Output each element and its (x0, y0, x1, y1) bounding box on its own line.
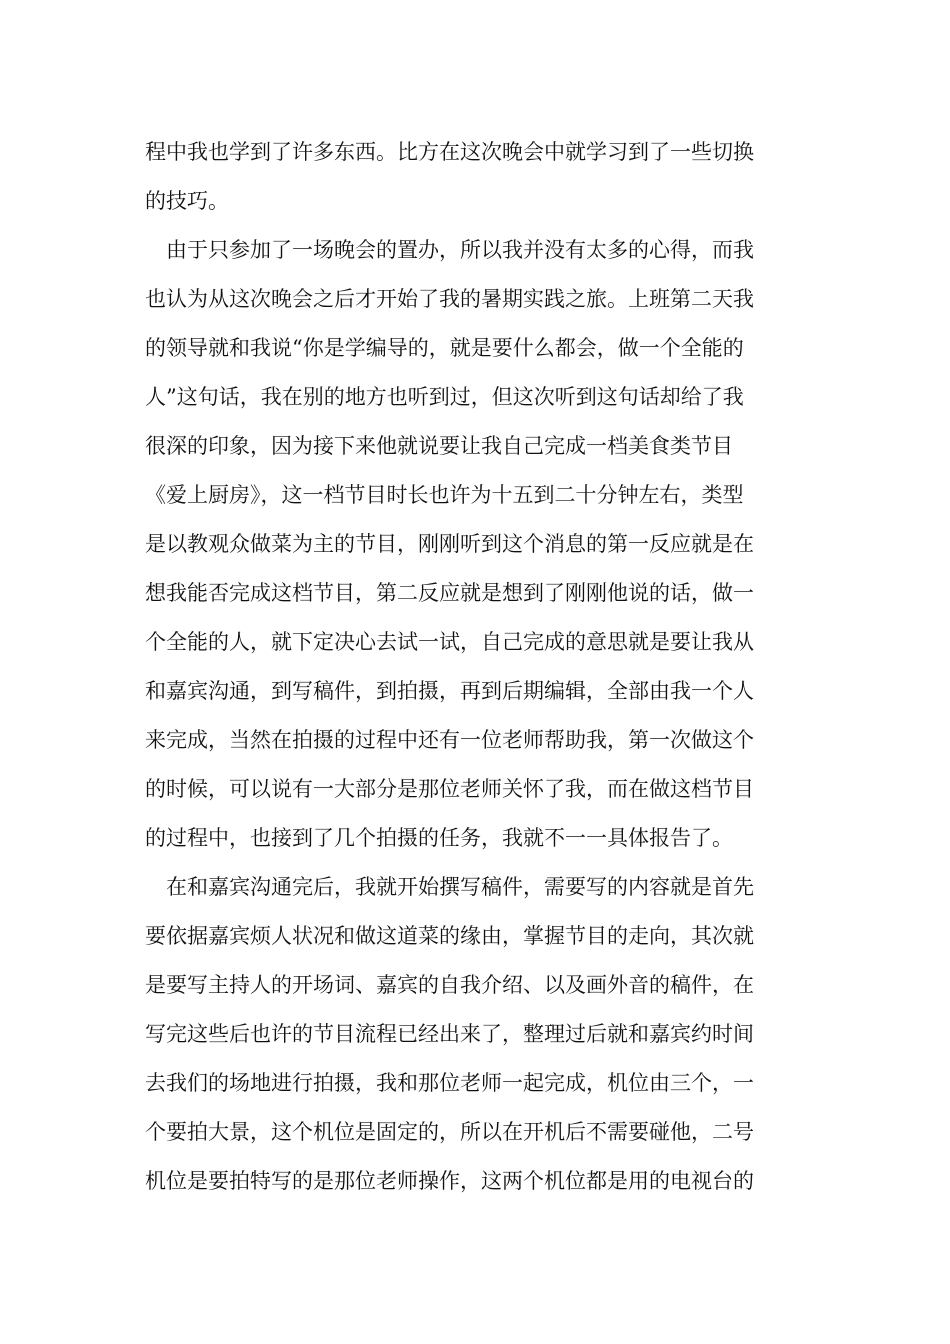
text-line: 写完这些后也许的节目流程已经出来了，整理过后就和嘉宾约时间 (145, 1022, 754, 1046)
text-line: 程中我也学到了许多东西。比方在这次晚会中就学习到了一些切换 (145, 140, 754, 164)
text-line: 要依据嘉宾烦人状况和做这道菜的缘由，掌握节目的走向，其次就 (145, 924, 754, 948)
text-line: 人”这句话，我在别的地方也听到过，但这次听到这句话却给了我 (145, 385, 744, 409)
text-line: 是以教观众做菜为主的节目，刚刚听到这个消息的第一反应就是在 (145, 532, 754, 556)
text-line: 很深的印象，因为接下来他就说要让我自己完成一档美食类节目 (145, 434, 733, 458)
body-text (145, 128, 810, 1206)
text-line: 的时候，可以说有一大部分是那位老师关怀了我，而在做这档节目 (145, 777, 754, 801)
text-line: 的过程中，也接到了几个拍摄的任务，我就不一一具体报告了。 (145, 826, 733, 850)
text-line: 的技巧。 (145, 189, 229, 213)
text-line: 的领导就和我说“你是学编导的，就是要什么都会，做一个全能的 (145, 336, 744, 360)
text-line: 个要拍大景，这个机位是固定的，所以在开机后不需要碰他，二号 (145, 1120, 754, 1144)
paragraph-first-line: 在和嘉宾沟通完后，我就开始撰写稿件，需要写的内容就是首先 (166, 875, 754, 899)
text-line: 和嘉宾沟通，到写稿件，到拍摄，再到后期编辑，全部由我一个人 (145, 679, 754, 703)
text-line: 是要写主持人的开场词、嘉宾的自我介绍、以及画外音的稿件，在 (145, 973, 754, 997)
text-line: 去我们的场地进行拍摄，我和那位老师一起完成，机位由三个，一 (145, 1071, 754, 1095)
text-line: 个全能的人，就下定决心去试一试，自己完成的意思就是要让我从 (145, 630, 754, 654)
paragraph-first-line: 由于只参加了一场晚会的置办，所以我并没有太多的心得，而我 (166, 238, 754, 262)
text-line: 也认为从这次晚会之后才开始了我的暑期实践之旅。上班第二天我 (145, 287, 754, 311)
text-line: 《爱上厨房》，这一档节目时长也许为十五到二十分钟左右，类型 (145, 483, 744, 507)
text-line: 来完成，当然在拍摄的过程中还有一位老师帮助我，第一次做这个 (145, 728, 754, 752)
text-line: 想我能否完成这档节目，第二反应就是想到了刚刚他说的话，做一 (145, 581, 754, 605)
text-line: 机位是要拍特写的是那位老师操作，这两个机位都是用的电视台的 (145, 1169, 754, 1193)
